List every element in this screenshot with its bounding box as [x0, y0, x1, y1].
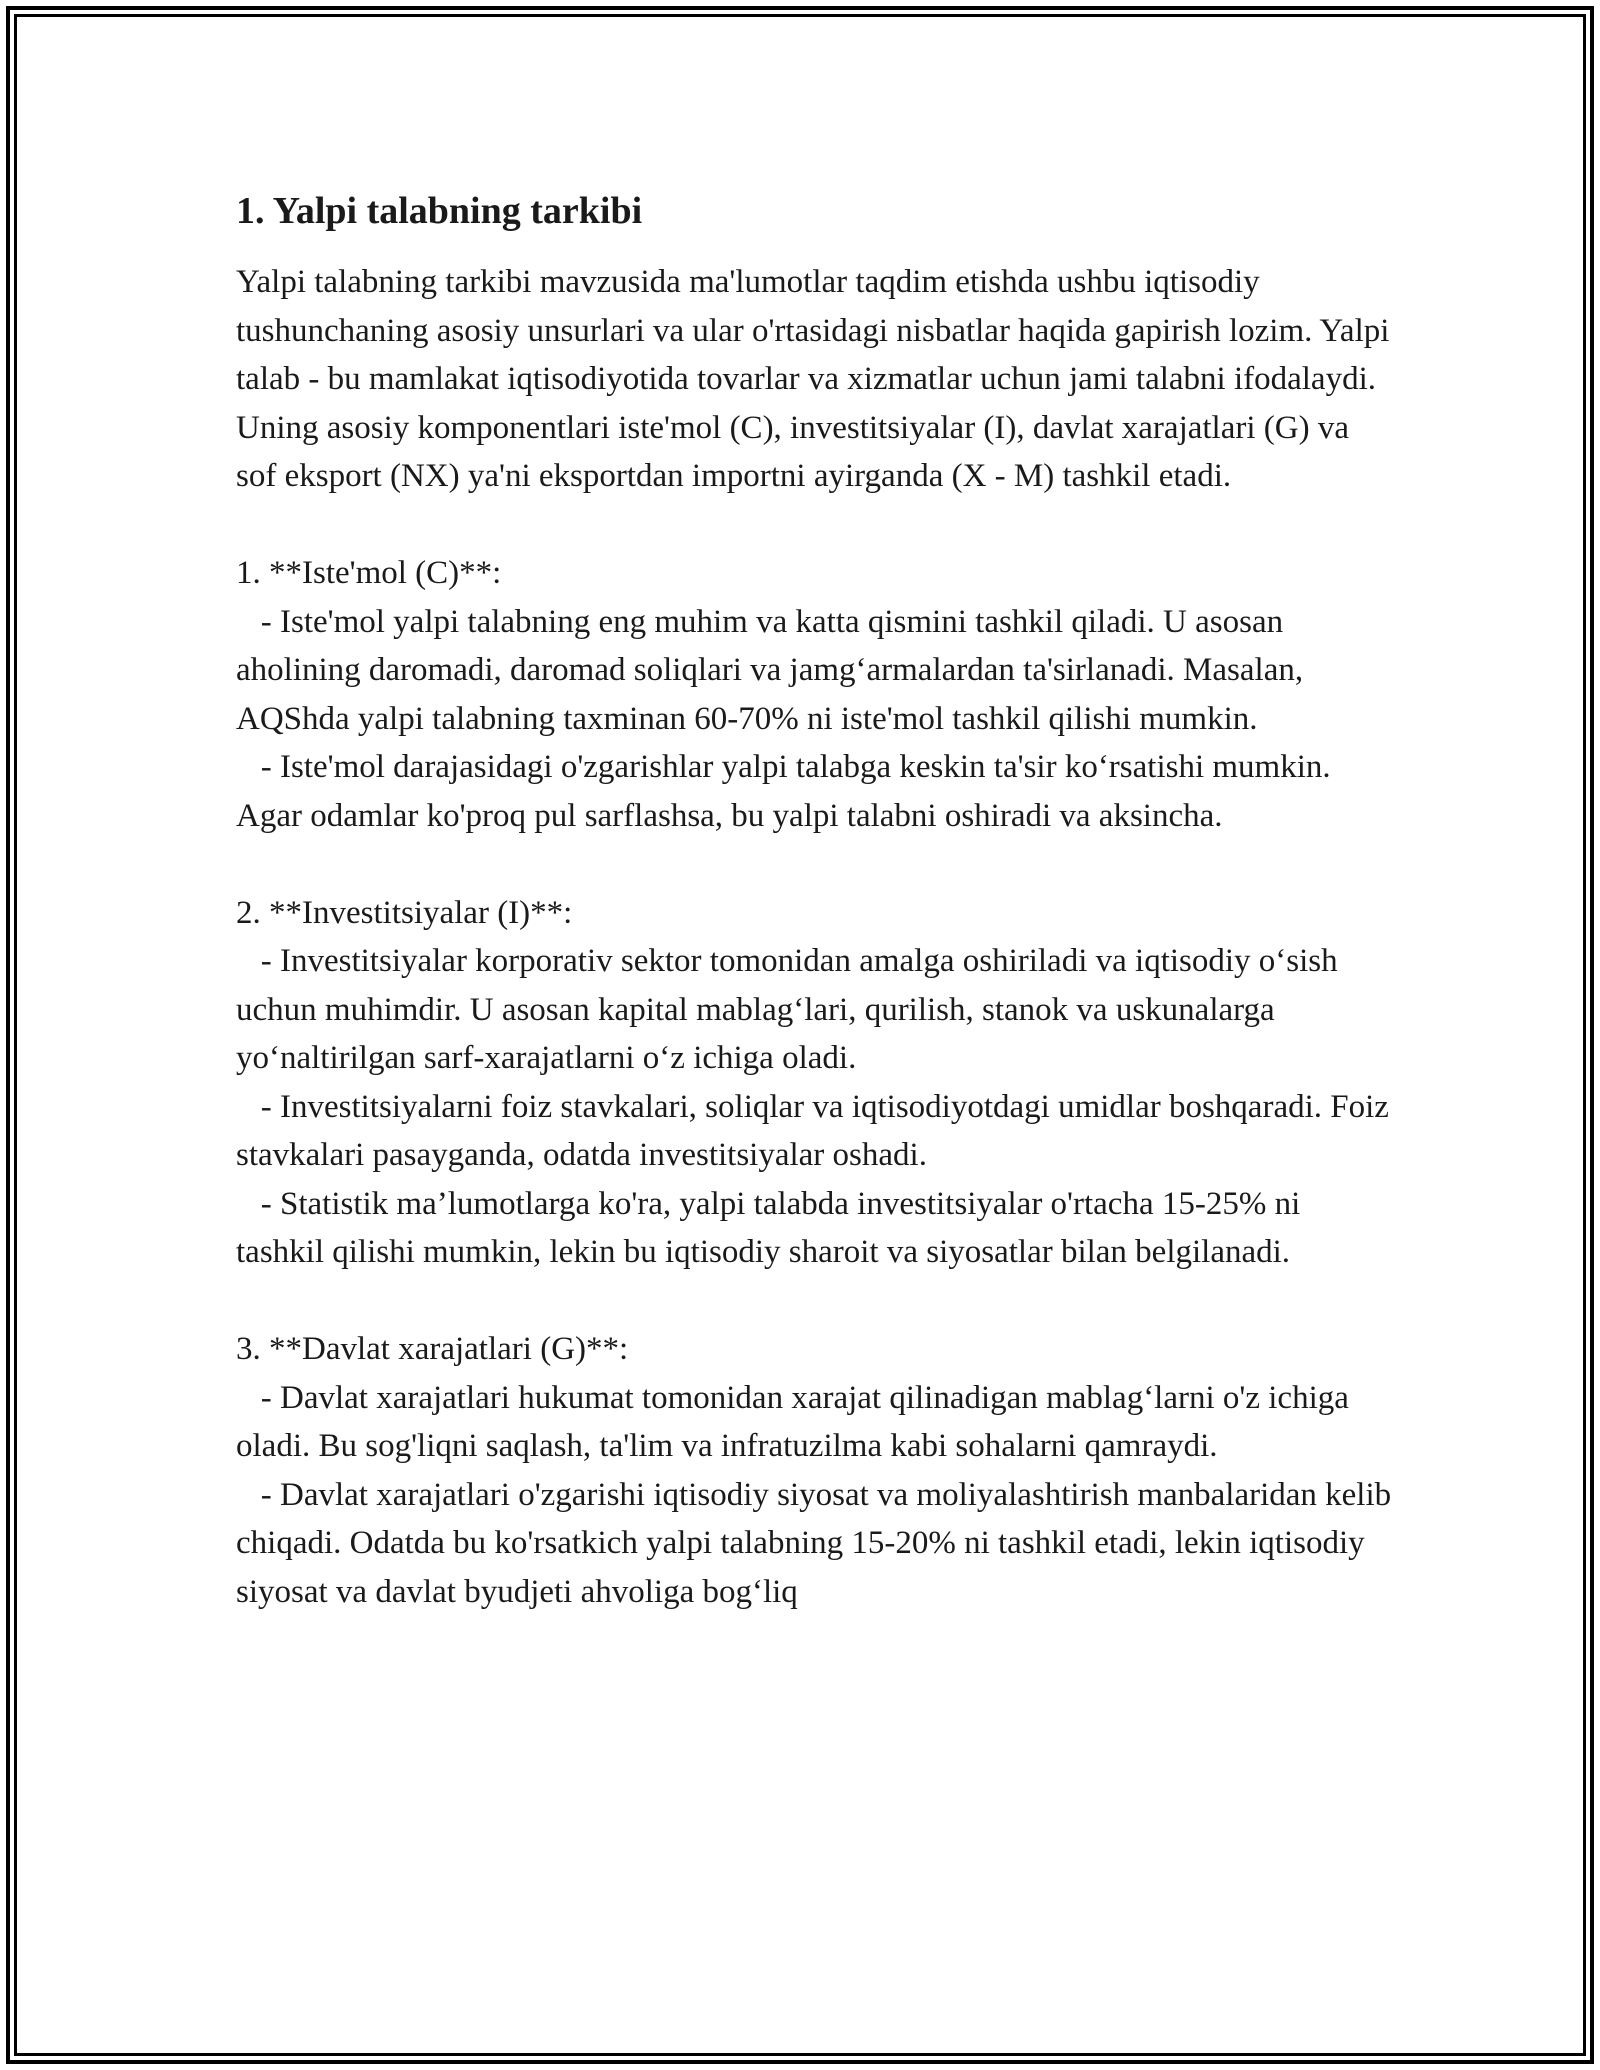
spacer	[236, 501, 1396, 550]
list-item-title-investment: 2. **Investitsiyalar (I)**:	[236, 894, 573, 931]
bullet-text: - Davlat xarajatlari hukumat tomonidan xarajat qilinadigan mablag‘larni o'z ichiga oladi. Bu sog'liqni saqlash, ta'lim va infratuzilma kabi sohalarni qamraydi.	[236, 1379, 1349, 1464]
bullet-text: - Iste'mol darajasidagi o'zgarishlar yalpi talabga keskin ta'sir ko‘rsatishi mumkin. Agar odamlar ko'proq pul sarflashsa, bu yalpi talabni oshiradi va aksincha.	[236, 749, 1331, 834]
document-body	[236, 186, 1396, 1616]
list-item-bullet	[236, 598, 1396, 744]
list-item-bullet	[236, 1471, 1396, 1617]
section-heading: 1. Yalpi talabning tarkibi	[236, 190, 643, 232]
list-item-bullet	[236, 937, 1396, 1083]
list-item-bullet	[236, 1374, 1396, 1471]
list-item-bullet	[236, 1180, 1396, 1277]
bullet-text: - Investitsiyalar korporativ sektor tomonidan amalga oshiriladi va iqtisodiy o‘sish uchun muhimdir. U asosan kapital mablag‘lari, qurilish, stanok va uskunalarga yo‘naltirilgan sarf-xarajatlarni o‘z ichiga oladi.	[236, 943, 1338, 1076]
list-item-bullet	[236, 743, 1396, 840]
list-item-title-consumption: 1. **Iste'mol (C)**:	[236, 555, 502, 591]
list-item-bullet	[236, 1083, 1396, 1180]
spacer	[236, 1277, 1396, 1326]
bullet-text: - Davlat xarajatlari o'zgarishi iqtisodiy siyosat va moliyalashtirish manbalaridan kelib chiqadi. Odatda bu ko'rsatkich yalpi talabning 15-20% ni tashkil etadi, lekin iqtisodiy siyosat va davlat byudjeti ahvoliga bog‘liq	[236, 1476, 1392, 1610]
bullet-text: - Statistik ma’lumotlarga ko'ra, yalpi talabda investitsiyalar o'rtacha 15-25% ni tashkil qilishi mumkin, lekin bu iqtisodiy sharoit va siyosatlar bilan belgilanadi.	[236, 1185, 1301, 1270]
bullet-text: - Investitsiyalarni foiz stavkalari, soliqlar va iqtisodiyotdagi umidlar boshqaradi. Foiz stavkalari pasayganda, odatda investitsiyalar oshadi.	[236, 1088, 1389, 1173]
bullet-text: - Iste'mol yalpi talabning eng muhim va katta qismini tashkil qiladi. U asosan aholining daromadi, daromad soliqlari va jamg‘armalardan ta'sirlanadi. Masalan, AQShda yalpi talabning taxminan 60-70% ni iste'mol tashkil qilishi mumkin.	[236, 603, 1304, 737]
intro-paragraph: Yalpi talabning tarkibi mavzusida ma'lumotlar taqdim etishda ushbu iqtisodiy tushunchaning asosiy unsurlari va ular o'rtasidagi nisbatlar haqida gapirish lozim. Yalpi talab - bu mamlakat iqtisodiyotida tovarlar va xizmatlar uchun jami talabni ifodalaydi. Uning asosiy komponentlari iste'mol (C), investitsiyalar (I), davlat xarajatlari (G) va sof eksport (NX) ya'ni eksportdan importni ayirganda (X - M) tashkil etadi.	[236, 264, 1390, 494]
list-item-title-government: 3. **Davlat xarajatlari (G)**:	[236, 1331, 629, 1367]
spacer	[236, 840, 1396, 889]
